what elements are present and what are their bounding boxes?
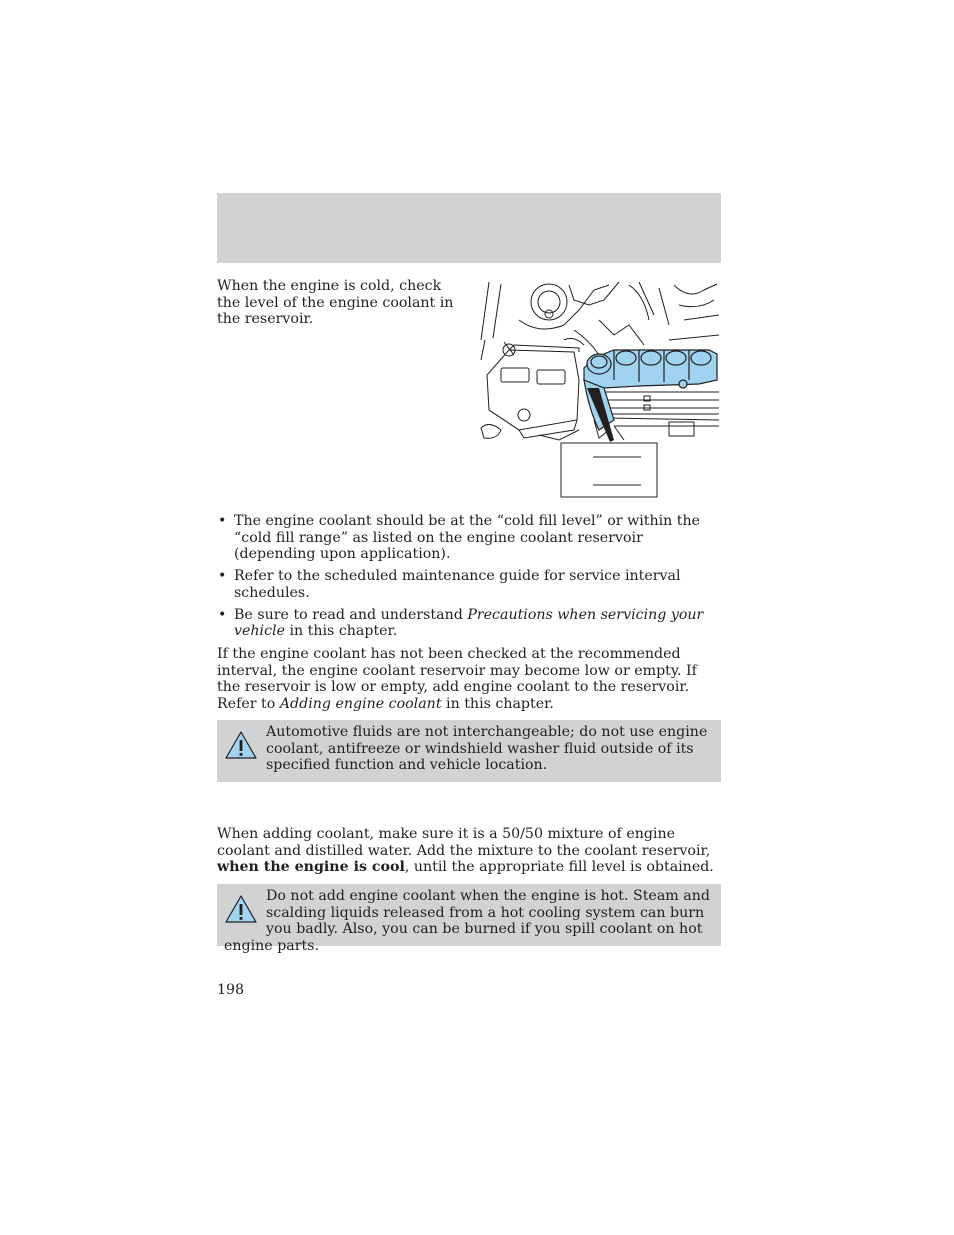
warning-box: Do not add engine coolant when the engine is hot. Steam and scalding liquids released from a hot cooling system can burn you badly. Also, you can be burned if you spill coolant on hot engine parts. <box>217 884 721 946</box>
list-item: • Be sure to read and understand Precautions when servicing your vehicle in this chapter. <box>218 606 704 640</box>
list-item: • The engine coolant should be at the “cold fill level” or within the “cold fill range” as listed on the engine coolant reservoir (depending upon application). <box>218 513 701 563</box>
engine-coolant-reservoir-illustration <box>479 280 721 500</box>
intro-text: When the engine is cold, check the level of the engine coolant in the reservoir. <box>217 278 454 328</box>
paragraph-adding-coolant: When adding coolant, make sure it is a 50/50 mixture of engine coolant and distilled water. Add the mixture to the coolant reservoir, when the engine is cool, until the appropriate fill level is obtained. <box>217 826 714 876</box>
warning-triangle-icon <box>224 728 258 762</box>
warning-triangle-icon <box>224 892 258 926</box>
cross-reference: Precautions when servicing your vehicle <box>234 606 704 640</box>
bullet-list <box>217 513 722 645</box>
page-number: 198 <box>217 982 245 998</box>
list-item: • Refer to the scheduled maintenance guide for service interval schedules. <box>218 568 681 601</box>
paragraph-check-interval: If the engine coolant has not been checked at the recommended interval, the engine coolant reservoir may become low or empty. If the reservoir is low or empty, add engine coolant to the reservoir. Refer to Adding engine coolant in this chapter. <box>217 646 697 712</box>
section-header-band <box>217 193 721 263</box>
warning-box: Automotive fluids are not interchangeable; do not use engine coolant, antifreeze or windshield washer fluid outside of its specified function and vehicle location. <box>217 720 721 782</box>
cross-reference: Adding engine coolant <box>279 695 442 712</box>
emphasis: when the engine is cool <box>217 859 405 876</box>
